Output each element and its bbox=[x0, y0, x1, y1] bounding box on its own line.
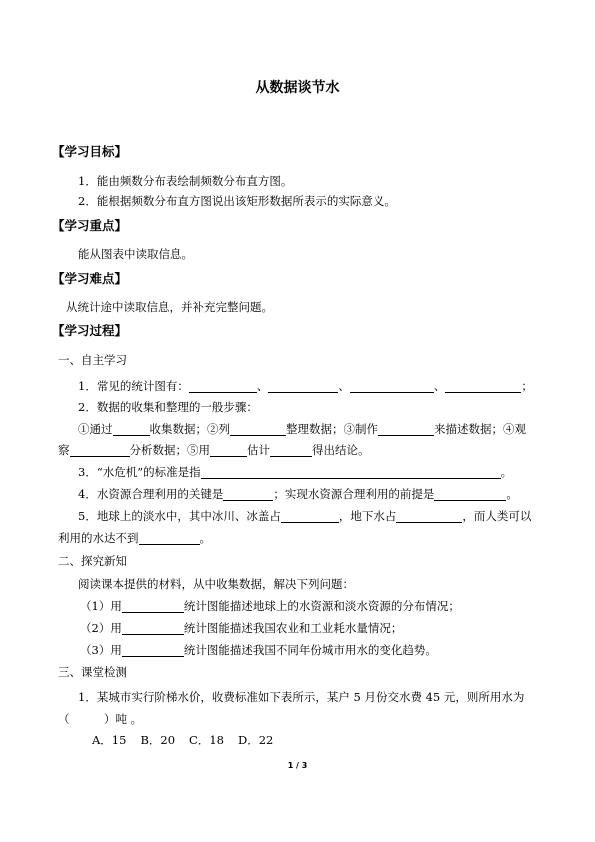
answer-option: A．15 bbox=[92, 733, 127, 747]
check-question-line-2: （ ）吨 。 bbox=[58, 712, 143, 726]
process-heading: 【学习过程】 bbox=[52, 323, 128, 338]
blank bbox=[210, 444, 247, 457]
blank bbox=[378, 423, 434, 436]
question-2-line-1 bbox=[78, 421, 526, 437]
question-text: 1．常见的统计图有： bbox=[78, 379, 189, 393]
question-text: 来描述数据；④观 bbox=[434, 422, 526, 436]
blank bbox=[122, 644, 184, 657]
question-text: （2）用 bbox=[80, 621, 122, 635]
question-text: ； bbox=[521, 379, 533, 393]
question-text: 、 bbox=[433, 379, 446, 393]
question-text: （1）用 bbox=[80, 599, 122, 613]
question-text: 。 bbox=[199, 531, 211, 545]
blank bbox=[122, 622, 184, 635]
blank bbox=[113, 423, 150, 436]
question-text: 察 bbox=[58, 443, 70, 457]
answer-option: C．18 bbox=[189, 733, 224, 747]
question-text: 、 bbox=[338, 379, 350, 393]
question-text: 5．地球上的淡水中，其中冰川、冰盖占 bbox=[78, 509, 281, 523]
question-3 bbox=[78, 464, 512, 480]
page-title: 从数据谈节水 bbox=[255, 80, 340, 96]
blank bbox=[122, 600, 184, 613]
explore-heading: 二、探究新知 bbox=[58, 554, 127, 568]
answer-option: B．20 bbox=[140, 733, 176, 747]
question-text: 3．“水危机”的标准是指 bbox=[78, 465, 201, 479]
blank bbox=[445, 380, 521, 393]
question-2-intro: 2．数据的收集和整理的一般步骤： bbox=[78, 400, 258, 414]
question-text: 分析数据；⑤用 bbox=[129, 443, 210, 457]
page-number: 1 / 3 bbox=[287, 761, 308, 770]
question-text: 整理数据；③制作 bbox=[286, 422, 378, 436]
question-text: ，地下水占 bbox=[338, 509, 397, 523]
difficulties-text: 从统计途中读取信息，并补充完整问题。 bbox=[66, 300, 273, 314]
explore-item bbox=[80, 598, 460, 614]
key-points-text: 能从图表中读取信息。 bbox=[78, 247, 193, 261]
question-text: 。 bbox=[506, 487, 518, 501]
question-text: ，而人类可以 bbox=[462, 509, 532, 523]
explore-intro: 阅读课本提供的材料，从中收集数据，解决下列问题： bbox=[78, 577, 354, 591]
question-text: 统计图能描述我国农业和工业耗水量情况； bbox=[183, 621, 403, 635]
blank bbox=[189, 380, 257, 393]
blank bbox=[270, 444, 312, 457]
goal-item: 1．能由频数分布表绘制频数分布直方图。 bbox=[78, 174, 293, 188]
explore-item bbox=[80, 642, 437, 658]
blank bbox=[434, 488, 506, 501]
blank bbox=[350, 380, 434, 393]
question-text: 利用的水达不到 bbox=[58, 531, 139, 545]
answer-options bbox=[92, 732, 287, 748]
question-text: 估计 bbox=[247, 443, 270, 457]
blank bbox=[139, 532, 200, 545]
goal-item: 2．能根据频数分布直方图说出该矩形数据所表示的实际意义。 bbox=[78, 194, 396, 208]
key-points-heading: 【学习重点】 bbox=[52, 218, 128, 233]
question-text: （3）用 bbox=[80, 643, 122, 657]
blank bbox=[396, 510, 462, 523]
question-text: 统计图能描述我国不同年份城市用水的变化趋势。 bbox=[183, 643, 437, 657]
blank bbox=[230, 423, 286, 436]
question-5-line-1 bbox=[78, 508, 531, 524]
self-study-heading: 一、自主学习 bbox=[58, 353, 127, 367]
question-text: 、 bbox=[256, 379, 269, 393]
blank bbox=[281, 510, 339, 523]
explore-item bbox=[80, 620, 402, 636]
question-4 bbox=[78, 486, 518, 502]
answer-option: D．22 bbox=[237, 733, 274, 747]
question-text: 统计图能描述地球上的水资源和淡水资源的分布情况； bbox=[183, 599, 460, 613]
blank bbox=[201, 466, 501, 479]
blank bbox=[70, 444, 130, 457]
question-text: ；实现水资源合理利用的前提是 bbox=[273, 487, 435, 501]
blank bbox=[268, 380, 338, 393]
question-text: 4．水资源合理利用的关键是 bbox=[78, 487, 224, 501]
blank bbox=[223, 488, 273, 501]
check-question-line-1: 1．某城市实行阶梯水价，收费标准如下表所示，某户 5 月份交水费 45 元，则所用水为 bbox=[78, 690, 525, 704]
question-5-line-2 bbox=[58, 530, 211, 546]
difficulties-heading: 【学习难点】 bbox=[52, 271, 128, 286]
question-text: ①通过 bbox=[78, 422, 113, 436]
question-text: 得出结论。 bbox=[312, 443, 370, 457]
question-2-line-2 bbox=[58, 442, 370, 458]
goals-heading: 【学习目标】 bbox=[52, 144, 128, 159]
question-text: 收集数据；②列 bbox=[149, 422, 230, 436]
question-1 bbox=[78, 378, 533, 394]
question-text: 。 bbox=[500, 465, 513, 479]
check-heading: 三、课堂检测 bbox=[58, 665, 127, 679]
